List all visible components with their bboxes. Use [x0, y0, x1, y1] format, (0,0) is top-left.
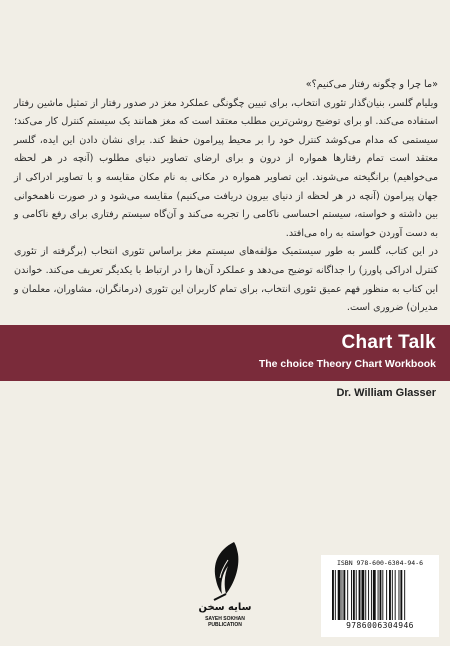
feather-quill-icon — [204, 540, 246, 602]
isbn-label: ISBN 978-600-6304-94-6 — [336, 559, 424, 567]
author-name: Dr. William Glasser — [336, 387, 436, 399]
blurb-paragraph-1: ویلیام گلسر، بنیان‌گذار تئوری انتخاب، برای تبیین چگونگی عملکرد مغز در صدور رفتار از تمثیل ماشین رفتار استفاده می‌کند. او برای توضیح روشن‌ترین مطلب معتقد است که مغز همانند یک سیستم کنترل کار می‌کند؛ سیستمی که مدام می‌کوشد کنترل خود را بر محیط پیرامون حفظ کند. برای نشان دادن این ایده، گلسر معتقد است تمام رفتارها همواره از درون و برای ارضای تصاویر دنیای مطلوب (آنچه در هر لحظه می‌خواهیم) برانگیخته می‌شوند. این تصاویر همواره در مکانی به نام مکان مقایسه و با تصاویر ادراکی از جهان پیرامون (آنچه در هر لحظه از دنیای بیرون دریافت می‌کنیم) مقایسه می‌شود و در صورت ناهمخوانی بین داشته و خواسته، سیستم احساسی ناکامی را تجربه می‌کند و آن‌گاه سیستم رفتاری برای رفع ناکامی و به دست آوردن خواسته به راه می‌افتد. — [14, 97, 438, 239]
publisher-name-en-sub: PUBLICATION — [208, 622, 242, 628]
book-title: Chart Talk — [341, 332, 436, 353]
cover-blurb — [14, 76, 438, 318]
blurb-question: «ما چرا و چگونه رفتار می‌کنیم؟» — [305, 79, 438, 90]
publisher-name-en: SAYEH SOKHAN — [205, 616, 245, 622]
isbn-barcode — [321, 555, 439, 637]
barcode-bars — [330, 570, 430, 620]
title-band — [0, 325, 450, 381]
barcode-number: 9786006304946 — [346, 621, 414, 630]
publisher-logo — [190, 540, 260, 632]
book-subtitle: The choice Theory Chart Workbook — [258, 358, 436, 370]
blurb-paragraph-2: در این کتاب، گلسر به طور سیستمیک مؤلفه‌های سیستم مغز براساس تئوری انتخاب (برگرفته از تئوری کنترل ادراکی پاورز) را جداگانه توضیح می‌دهد و عملکرد آن‌ها را در ارتباط با یکدیگر تعریف می‌کند. خواندن این کتاب به منظور فهم عمیق تئوری انتخاب، برای تمام کاربران این تئوری (درمانگران، مشاوران، معلمان و مدیران) ضروری است. — [14, 246, 438, 314]
publisher-name-fa: سایه سخن — [198, 602, 252, 613]
